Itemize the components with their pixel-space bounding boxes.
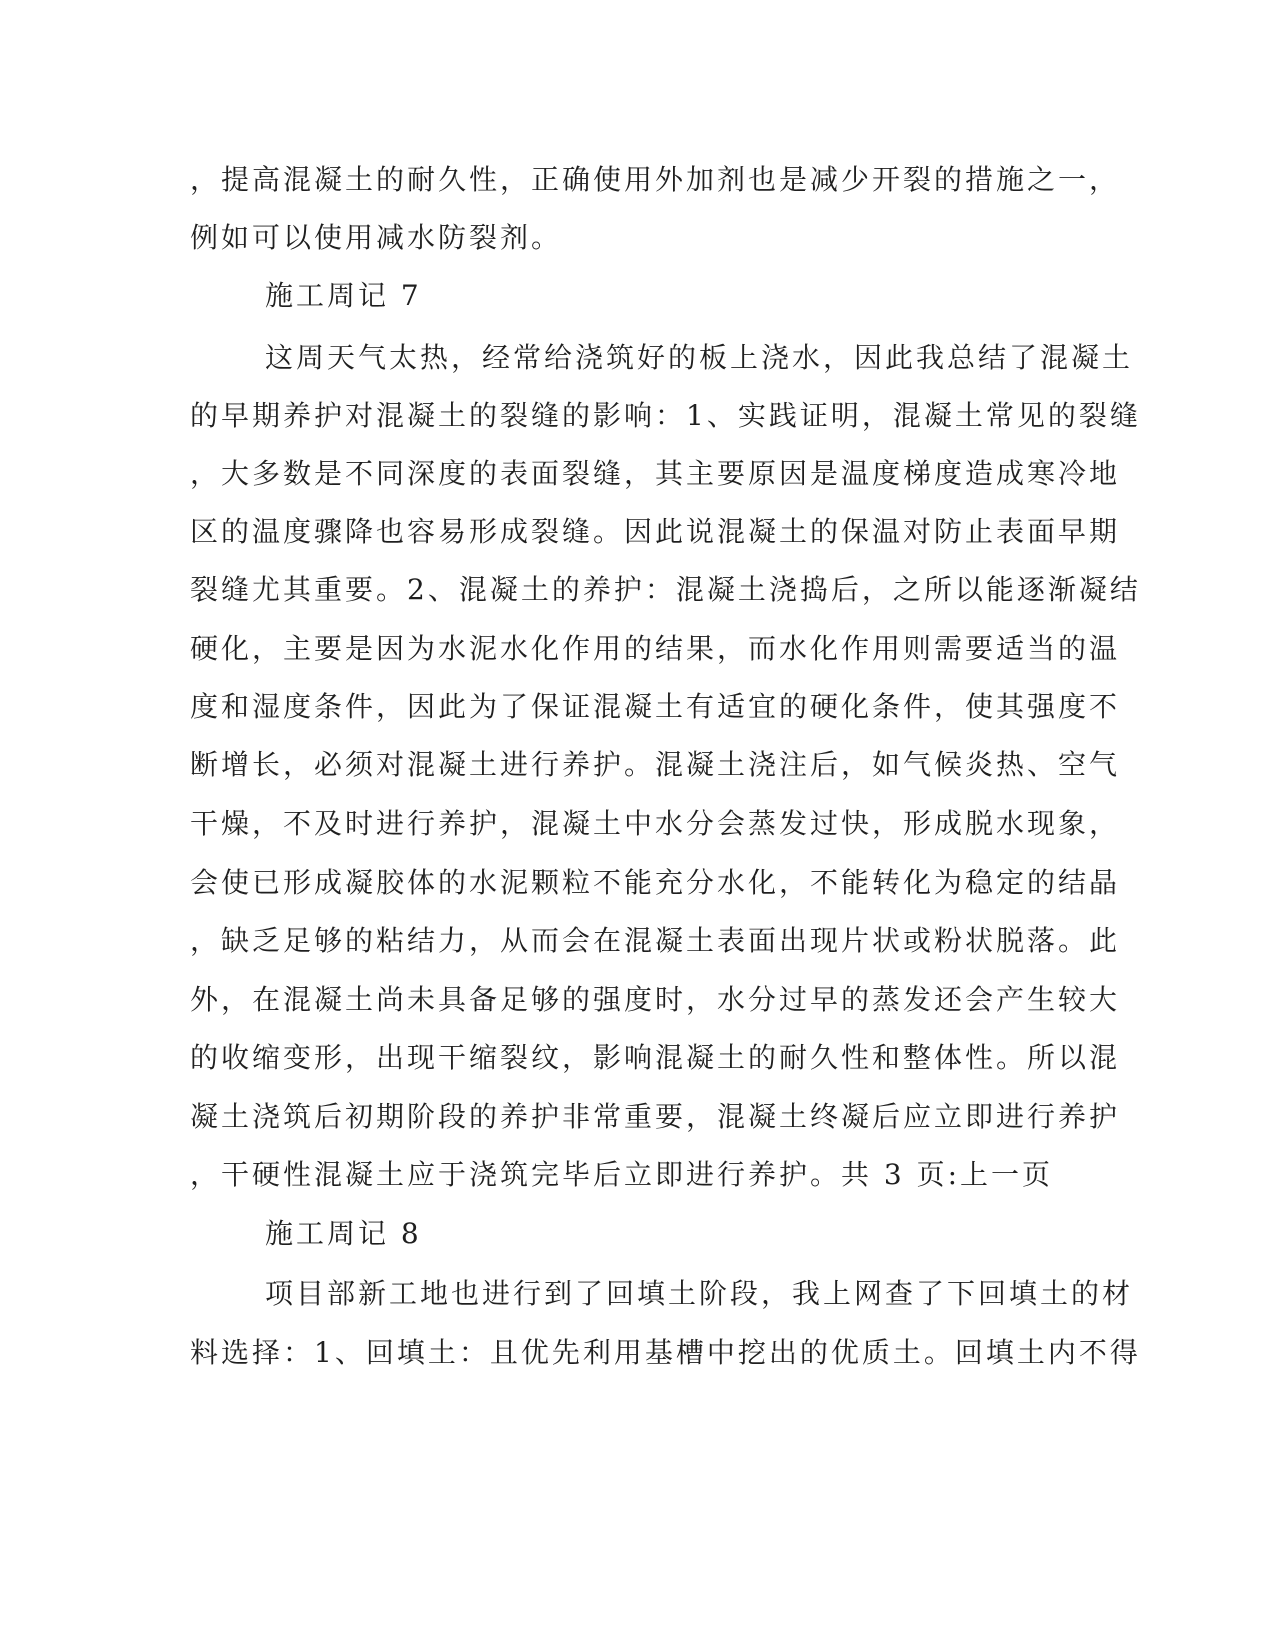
text-line: 的收缩变形，出现干缩裂纹，影响混凝土的耐久性和整体性。所以混 bbox=[190, 1041, 1121, 1074]
text-line: 裂缝尤其重要。2、混凝土的养护：混凝土浇捣后，之所以能逐渐凝结 bbox=[190, 573, 1141, 606]
text-line: 区的温度骤降也容易形成裂缝。因此说混凝土的保温对防止表面早期 bbox=[190, 515, 1121, 548]
text-line: 断增长，必须对混凝土进行养护。混凝土浇注后，如气候炎热、空气 bbox=[190, 748, 1121, 781]
text-line: 料选择：1、回填土：且优先利用基槽中挖出的优质土。回填土内不得 bbox=[190, 1336, 1141, 1369]
text-line: 硬化，主要是因为水泥水化作用的结果，而水化作用则需要适当的温 bbox=[190, 632, 1121, 665]
text-line: 外，在混凝土尚未具备足够的强度时，水分过早的蒸发还会产生较大 bbox=[190, 983, 1121, 1016]
text-line: ，提高混凝土的耐久性，正确使用外加剂也是减少开裂的措施之一， bbox=[190, 163, 1121, 196]
text-line: 例如可以使用减水防裂剂。 bbox=[190, 221, 563, 254]
text-line: 度和湿度条件，因此为了保证混凝土有适宜的硬化条件，使其强度不 bbox=[190, 690, 1121, 723]
text-line: ，缺乏足够的粘结力，从而会在混凝土表面出现片状或粉状脱落。此 bbox=[190, 924, 1121, 957]
paragraph-first-line: 项目部新工地也进行到了回填土阶段，我上网查了下回填土的材 bbox=[265, 1277, 1134, 1310]
section-heading: 施工周记 8 bbox=[265, 1217, 422, 1250]
text-line: 会使已形成凝胶体的水泥颗粒不能充分水化，不能转化为稳定的结晶 bbox=[190, 866, 1121, 899]
paragraph-first-line: 这周天气太热，经常给浇筑好的板上浇水，因此我总结了混凝土 bbox=[265, 341, 1134, 374]
text-line: 的早期养护对混凝土的裂缝的影响：1、实践证明，混凝土常见的裂缝 bbox=[190, 399, 1141, 432]
text-line: 干燥，不及时进行养护，混凝土中水分会蒸发过快，形成脱水现象， bbox=[190, 807, 1121, 840]
section-heading: 施工周记 7 bbox=[265, 279, 422, 312]
text-line: ，干硬性混凝土应于浇筑完毕后立即进行养护。共 3 页:上一页 bbox=[190, 1158, 1054, 1191]
text-line: 凝土浇筑后初期阶段的养护非常重要，混凝土终凝后应立即进行养护 bbox=[190, 1100, 1121, 1133]
text-line: ，大多数是不同深度的表面裂缝，其主要原因是温度梯度造成寒冷地 bbox=[190, 457, 1121, 490]
